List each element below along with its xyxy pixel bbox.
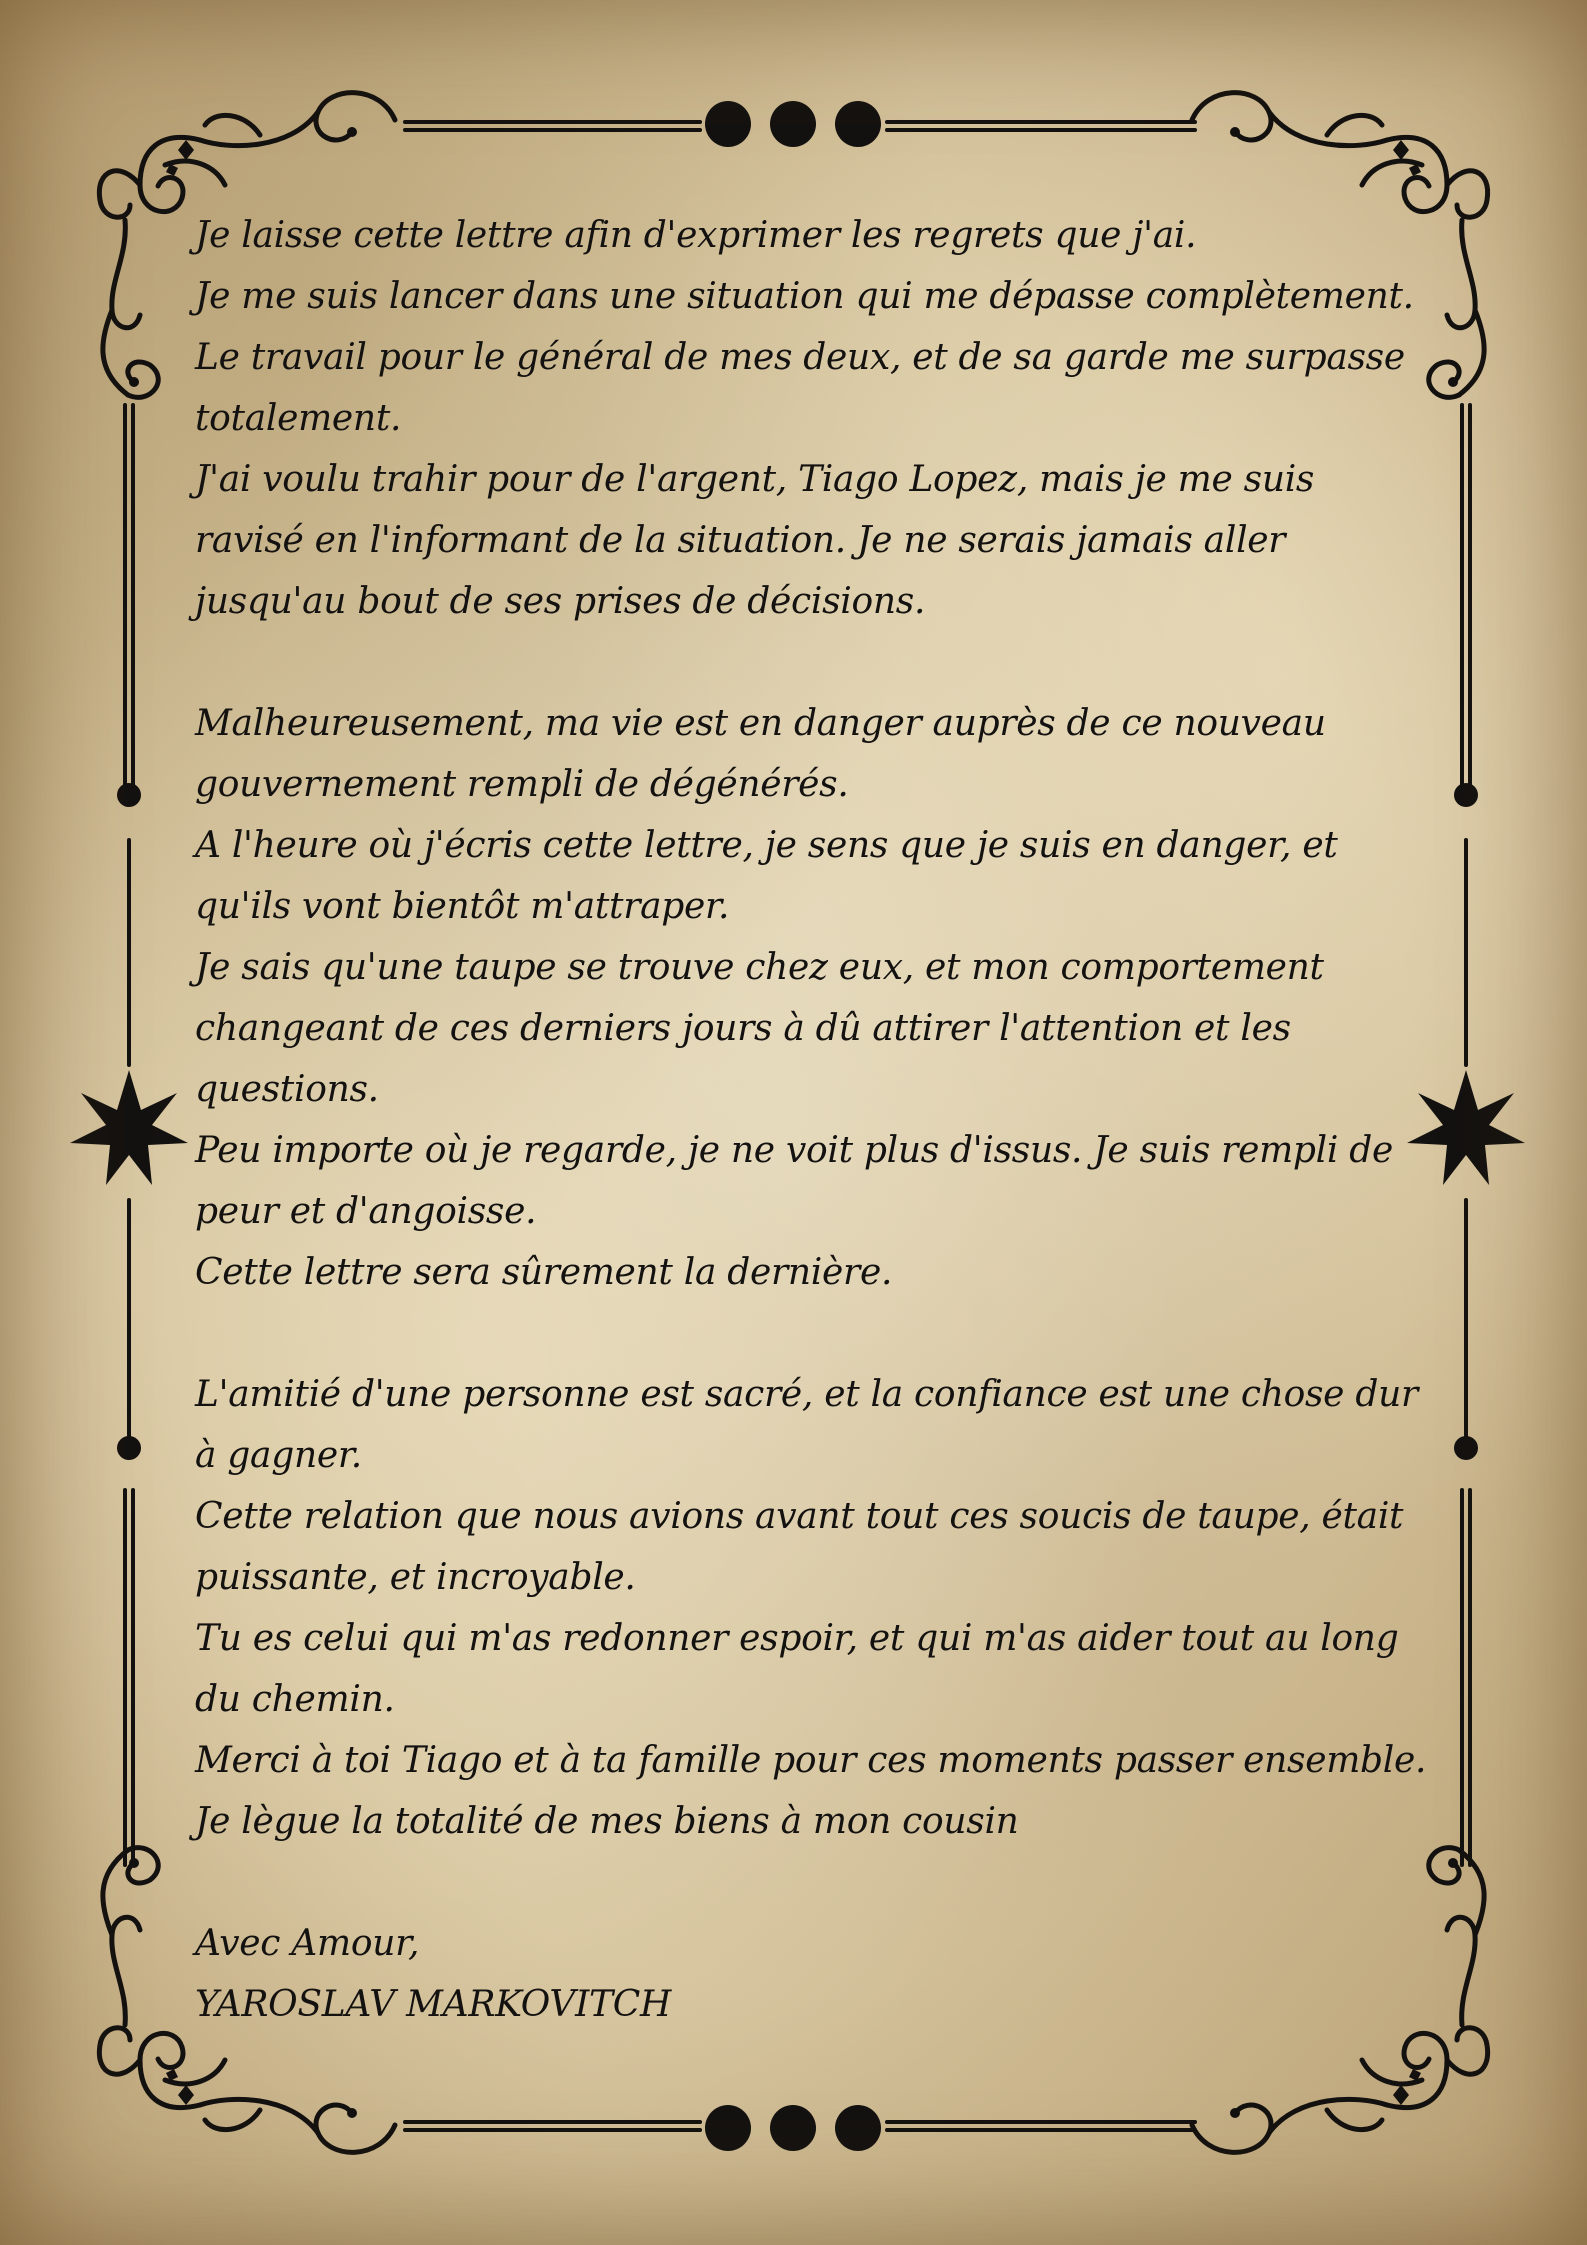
letter-closing: Avec Amour, bbox=[195, 1923, 420, 1964]
paragraph-regrets bbox=[195, 205, 1455, 632]
letter-signature: YAROSLAV MARKOVITCH bbox=[195, 1984, 672, 2025]
letter-line: Malheureusement, ma vie est en danger auprès de ce nouveau bbox=[195, 703, 1326, 744]
paragraph-spacer bbox=[195, 632, 1455, 693]
letter-line: Je sais qu'une taupe se trouve chez eux, et mon comportement bbox=[195, 947, 1324, 988]
letter-line: changeant de ces derniers jours à dû attirer l'attention et les bbox=[195, 1008, 1291, 1049]
letter-line: Cette relation que nous avions avant tout ces soucis de taupe, était bbox=[195, 1496, 1404, 1537]
letter-line: puissante, et incroyable. bbox=[195, 1557, 636, 1598]
letter-line: A l'heure où j'écris cette lettre, je sens que je suis en danger, et bbox=[195, 825, 1338, 866]
letter-line: Merci à toi Tiago et à ta famille pour ces moments passer ensemble. bbox=[195, 1740, 1427, 1781]
letter-line: jusqu'au bout de ses prises de décisions. bbox=[195, 581, 926, 622]
letter-line: J'ai voulu trahir pour de l'argent, Tiago Lopez, mais je me suis bbox=[195, 459, 1315, 500]
paragraph-friendship bbox=[195, 1364, 1455, 1852]
paragraph-spacer bbox=[195, 1852, 1455, 1913]
letter-line: L'amitié d'une personne est sacré, et la confiance est une chose dur bbox=[195, 1374, 1418, 1415]
letter-line: à gagner. bbox=[195, 1435, 362, 1476]
letter-line: Je laisse cette lettre afin d'exprimer les regrets que j'ai. bbox=[195, 215, 1197, 256]
letter-line: Peu importe où je regarde, je ne voit plus d'issus. Je suis rempli de bbox=[195, 1130, 1393, 1171]
letter-line: Tu es celui qui m'as redonner espoir, et qui m'as aider tout au long bbox=[195, 1618, 1399, 1659]
letter-line: Je me suis lancer dans une situation qui me dépasse complètement. bbox=[195, 276, 1414, 317]
letter-line: Cette lettre sera sûrement la dernière. bbox=[195, 1252, 893, 1293]
letter-line: Le travail pour le général de mes deux, et de sa garde me surpasse bbox=[195, 337, 1405, 378]
letter-line: Je lègue la totalité de mes biens à mon cousin bbox=[195, 1801, 1019, 1842]
letter-line: peur et d'angoisse. bbox=[195, 1191, 537, 1232]
letter-line: gouvernement rempli de dégénérés. bbox=[195, 764, 849, 805]
paragraph-spacer bbox=[195, 1303, 1455, 1364]
paragraph-danger bbox=[195, 693, 1455, 1303]
letter-body bbox=[195, 205, 1455, 2035]
letter-line: qu'ils vont bientôt m'attraper. bbox=[195, 886, 730, 927]
letter-line: du chemin. bbox=[195, 1679, 395, 1720]
letter-line: totalement. bbox=[195, 398, 402, 439]
letter-line: ravisé en l'informant de la situation. Je ne serais jamais aller bbox=[195, 520, 1286, 561]
letter-line: questions. bbox=[195, 1069, 379, 1110]
